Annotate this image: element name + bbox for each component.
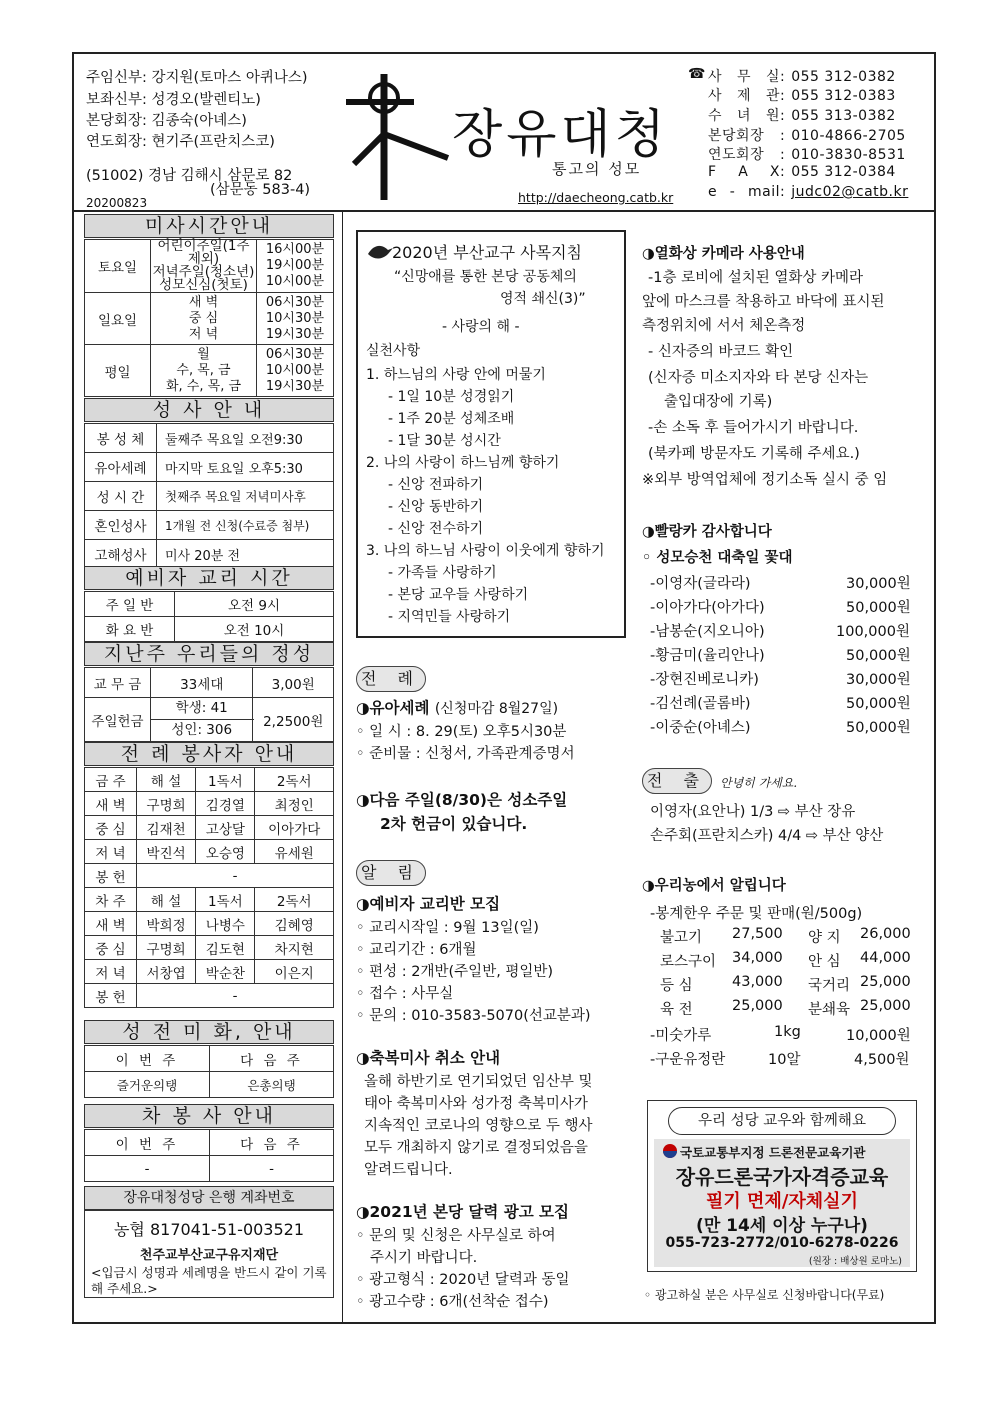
blessing-line: 지속적인 코로나의 영향으로 두 행사 <box>364 1118 593 1134</box>
blessing-line: 모두 개최하지 않기로 결정되었음을 <box>364 1140 588 1156</box>
calendar-item: 주시기 바랍니다. <box>370 1250 478 1266</box>
contact-fax: F A X: 055 312-0384 <box>708 164 896 180</box>
sacrament-title: 성 사 안 내 <box>84 398 334 422</box>
pastoral-box <box>356 230 626 638</box>
donation-amount: 50,000원 <box>846 696 911 712</box>
farm-item: 등 심 <box>660 978 693 994</box>
bank-title: 장유대청성당 은행 계좌번호 <box>84 1186 334 1210</box>
farm-item: 안 심 <box>808 954 841 970</box>
mass-title: 미사시간안내 <box>84 214 334 238</box>
donation-subtitle: ◦ 성모승천 대축일 꽃대 <box>642 550 793 566</box>
farm-extra-item: -미숫가루 <box>650 1028 712 1044</box>
issue-date: 20200823 <box>86 196 148 210</box>
bank-holder: 천주교부산교구유지재단 <box>139 1248 279 1263</box>
car-table: 이 번 주 다 음 주 - - <box>84 1129 334 1182</box>
contact-president: 본당회장 : 010-4866-2705 <box>708 128 906 144</box>
baptism-title: ◑유아세례 (신청마감 8월27일) <box>356 699 559 717</box>
pastoral-theme: - 사랑의 해 - <box>442 319 520 335</box>
baptism-prep: ◦ 준비물 : 신청서, 가족관계증명서 <box>356 746 575 762</box>
offering-table: 교 무 금 33세대 3,00원 주일헌금 학생: 41 2,2500원 성인: 306 <box>84 667 334 742</box>
camera-line: (북카페 방문자도 기록해 주세요.) <box>648 446 860 462</box>
offering-title: 지난주 우리들의 정성 <box>84 642 334 666</box>
farm-price: 26,000 <box>860 926 911 942</box>
camera-line: 앞에 마스크를 착용하고 바닥에 표시된 <box>642 294 885 310</box>
bank-box <box>84 1210 334 1298</box>
notice-tag: 알 림 <box>356 860 426 886</box>
calendar-item: ◦ 광고형식 : 2020년 달력과 동일 <box>356 1272 570 1288</box>
farm-extra-item: -구운유정란 <box>650 1052 726 1068</box>
contact-memorial: 연도회장 : 010-3830-8531 <box>708 147 906 163</box>
farm-extra-price: 10,000원 <box>846 1028 911 1044</box>
ad-phone: 055-723-2772/010-6278-0226 <box>665 1235 899 1251</box>
camera-line: - 신자증의 바코드 확인 <box>648 344 794 360</box>
column-divider-left <box>342 212 343 1322</box>
staff-president: 본당회장: 김종숙(아녜스) <box>86 113 247 129</box>
pastoral-item: 2. 나의 사랑이 하느님께 향하기 <box>366 455 560 471</box>
donation-title: ◑빨랑카 감사합니다 <box>642 524 772 540</box>
farm-extra-qty: 10알 <box>768 1052 801 1068</box>
staff-assistant: 보좌신부: 성경오(발렌티노) <box>86 92 261 108</box>
farm-price: 44,000 <box>860 950 911 966</box>
pastoral-item: - 1주 20분 성체조배 <box>388 411 515 427</box>
mass-sat-label: 토요일 <box>85 240 151 293</box>
ad-line3: (만 14세 이상 누구나) <box>696 1216 868 1236</box>
ad-footer: ◦ 광고하실 분은 사무실로 신청바랍니다(무료) <box>644 1288 885 1302</box>
farm-price: 34,000 <box>732 950 783 966</box>
pastoral-item: - 신앙 전수하기 <box>388 521 484 537</box>
farm-price: 27,500 <box>732 926 783 942</box>
mass-sun-label: 일요일 <box>85 293 151 345</box>
pastoral-item: - 1일 10분 성경읽기 <box>388 389 515 405</box>
calendar-item: ◦ 문의 및 신청은 사무실로 하여 <box>356 1228 556 1244</box>
transfer-line: 손주회(프란치스카) 4/4 ⇨ 부산 양산 <box>650 828 884 844</box>
contact-convent: 수 녀 원: 055 313-0382 <box>708 108 896 124</box>
catechumen-notice-item: ◦ 교리기간 : 6개월 <box>356 942 477 958</box>
bulletin-page <box>72 52 936 1324</box>
donation-name: -황금미(율리안나) <box>650 648 765 664</box>
farm-sub: -봉계한우 주문 및 판매(원/500g) <box>650 906 863 922</box>
donation-name: -김선례(골롬바) <box>650 696 751 712</box>
cross-logo-icon <box>342 68 454 204</box>
car-title: 차 봉 사 안내 <box>84 1104 334 1128</box>
donation-amount: 30,000원 <box>846 576 911 592</box>
bank-account: 농협 817041-51-003521 <box>113 1220 305 1239</box>
farm-price: 25,000 <box>732 998 783 1014</box>
staff-memorial: 연도회장: 현기주(프란치스코) <box>86 134 275 150</box>
flowers-title: 성 전 미 화, 안내 <box>84 1020 334 1044</box>
donation-name: -남봉순(지오니아) <box>650 624 765 640</box>
calendar-item: ◦ 광고수량 : 6개(선착순 접수) <box>356 1294 549 1310</box>
mass-table: 토요일 어린이주일(1주제외) 저녁주일(청소년) 성모신심(첫토) 16시00분 19시00분 10시00분 일요일 새 벽 중 심 저 녁 06시30분 10시30분 19시30분 평일 월 수, 목, 금 화, 수, 목, 금 06시30분 10시00분 19시30분 <box>84 239 334 397</box>
farm-item: 육 전 <box>660 1002 693 1018</box>
contact-email: e - mail: judc02@catb.kr <box>708 184 909 200</box>
next-sunday-line1: ◑다음 주일(8/30)은 성소주일 <box>356 791 568 809</box>
transfer-note: 안녕히 가세요. <box>720 776 798 790</box>
drone-ad <box>647 1100 917 1272</box>
mass-week-label: 평일 <box>85 345 151 397</box>
ad-line1: 장유드론국가자격증교육 <box>675 1165 889 1189</box>
website-link[interactable]: http://daecheong.catb.kr <box>518 190 674 205</box>
contact-rectory: 사 제 관: 055 312-0383 <box>708 88 896 104</box>
staff-pastor: 주임신부: 강지원(토마스 아퀴나스) <box>86 70 308 86</box>
pastoral-item: - 신앙 동반하기 <box>388 499 484 515</box>
baptism-date: ◦ 일 시 : 8. 29(토) 오후5시30분 <box>356 724 567 740</box>
pastoral-item: - 지역민들 사랑하기 <box>388 609 511 625</box>
pastoral-item: - 가족들 사랑하기 <box>388 565 497 581</box>
donation-amount: 50,000원 <box>846 600 911 616</box>
address-line2: (삼문동 583-4) <box>210 182 311 198</box>
farm-item: 불고기 <box>660 930 703 946</box>
donation-amount: 50,000원 <box>846 648 911 664</box>
camera-line: 측정위치에 서서 체온측정 <box>642 318 806 334</box>
catechumen-notice-item: ◦ 편성 : 2개반(주일반, 평일반) <box>356 964 554 980</box>
bulletin-subtitle: 통고의 성모 <box>552 160 642 178</box>
donation-name: -이아가다(아가다) <box>650 600 765 616</box>
header-divider <box>74 210 934 212</box>
donation-name: -이중순(아녜스) <box>650 720 751 736</box>
dove-icon <box>366 240 394 262</box>
pastoral-item: - 1달 30분 성시간 <box>388 433 501 449</box>
taegeuk-icon <box>662 1143 678 1159</box>
farm-price: 43,000 <box>732 974 783 990</box>
donation-name: -장현진베로니카) <box>650 672 759 688</box>
camera-line: -손 소독 후 들어가시기 바랍니다. <box>648 420 859 436</box>
ad-header: 우리 성당 교우와 함께해요 <box>668 1107 896 1135</box>
bank-note: <입금시 성명과 세례명을 반드시 같이 기록해 주세요.> <box>91 1265 327 1296</box>
liturgy-tag: 전 례 <box>356 666 426 692</box>
donation-name: -이영자(글라라) <box>650 576 751 592</box>
bulletin-title: 장유대청 <box>452 105 669 165</box>
farm-item: 양 지 <box>808 930 841 946</box>
camera-line: ※외부 방역업체에 정기소독 실시 중 임 <box>642 472 888 488</box>
servers-title: 전 례 봉사자 안내 <box>84 742 334 766</box>
farm-price: 25,000 <box>860 974 911 990</box>
next-sunday-line2: 2차 헌금이 있습니다. <box>380 815 528 833</box>
catechumen-table: 주 일 반 오전 9시 화 요 반 오전 10시 <box>84 591 334 642</box>
farm-price: 25,000 <box>860 998 911 1014</box>
farm-extra-price: 4,500원 <box>854 1052 910 1068</box>
catechumen-notice-item: ◦ 문의 : 010-3583-5070(선교분과) <box>356 1008 591 1024</box>
blessing-line: 알려드립니다. <box>364 1162 453 1178</box>
farm-item: 분쇄육 <box>808 1002 851 1018</box>
catechumen-notice-item: ◦ 접수 : 사무실 <box>356 986 454 1002</box>
pastoral-title: 2020년 부산교구 사목지침 <box>392 243 582 262</box>
pastoral-item: 1. 하느님의 사랑 안에 머물기 <box>366 367 546 383</box>
address-line1: (51002) 경남 김해시 삼문로 82 <box>86 168 293 184</box>
blessing-line: 태아 축복미사와 성가정 축복미사가 <box>364 1096 588 1112</box>
camera-line: -1층 로비에 설치된 열화상 카메라 <box>648 270 863 286</box>
servers-table: 금 주 해 설 1독서 2독서 새 벽 구명희 김경열 최정인 중 심 김재천 고상달 이아가다 저 녁 박진석 오승영 유세원 봉 헌 - 차 주 해 설 1독서 2독서 새 벽 박희정 나병수 김혜영 중 심 구명희 김도현 차지현 저 녁 서창엽 박순찬 이은지 봉 헌 - <box>84 767 334 1008</box>
ad-panel <box>654 1139 910 1267</box>
pastoral-item: 3. 나의 하느님 사랑이 이웃에게 향하기 <box>366 543 605 559</box>
phone-icon: ☎ <box>688 66 706 82</box>
ad-director: (원장 : 배상원 로마노) <box>808 1256 902 1267</box>
camera-line: 출입대장에 기록) <box>664 394 773 410</box>
pastoral-item: - 신앙 전파하기 <box>388 477 484 493</box>
pastoral-quote2: 영적 쇄신(3)” <box>500 291 586 307</box>
catechumen-notice-title: ◑예비자 교리반 모집 <box>356 895 501 913</box>
ad-org: 국토교통부지정 드론전문교육기관 <box>680 1145 866 1160</box>
farm-item: 국거리 <box>808 978 851 994</box>
catechumen-title: 예비자 교리 시간 <box>84 566 334 590</box>
transfer-line: 이영자(요안나) 1/3 ⇨ 부산 장유 <box>650 804 856 820</box>
transfer-tag: 전 출 <box>642 768 712 794</box>
pastoral-practice: 실천사항 <box>366 343 421 359</box>
blessing-title: ◑축복미사 취소 안내 <box>356 1049 501 1067</box>
donation-amount: 100,000원 <box>836 624 910 640</box>
calendar-title: ◑2021년 본당 달력 광고 모집 <box>356 1203 570 1221</box>
farm-extra-qty: 1kg <box>774 1024 801 1040</box>
sacrament-table: 봉 성 체 둘째주 목요일 오전9:30 유아세례 마지막 토요일 오후5:30 성 시 간 첫째주 목요일 저녁미사후 혼인성사 1개월 전 신청(수료증 첨부) 고해성사 미사 20분 전 <box>84 423 334 569</box>
ad-line2: 필기 면제/자체실기 <box>706 1191 858 1212</box>
blessing-line: 올해 하반기로 연기되었던 임산부 및 <box>364 1074 593 1090</box>
pastoral-quote1: “신망애를 통한 본당 공동체의 <box>394 269 577 285</box>
catechumen-notice-item: ◦ 교리시작일 : 9월 13일(일) <box>356 920 539 936</box>
farm-item: 로스구이 <box>660 954 717 970</box>
donation-amount: 50,000원 <box>846 720 911 736</box>
contact-office: 사 무 실: 055 312-0382 <box>708 69 896 85</box>
farm-title: ◑우리농에서 알립니다 <box>642 878 786 894</box>
donation-amount: 30,000원 <box>846 672 911 688</box>
camera-line: (신자증 미소지자와 타 본당 신자는 <box>648 370 869 386</box>
pastoral-item: - 본당 교우들 사랑하기 <box>388 587 529 603</box>
flowers-table: 이 번 주 다 음 주 즐거운의탱 은총의탱 <box>84 1045 334 1098</box>
camera-title: ◑열화상 카메라 사용안내 <box>642 246 805 262</box>
